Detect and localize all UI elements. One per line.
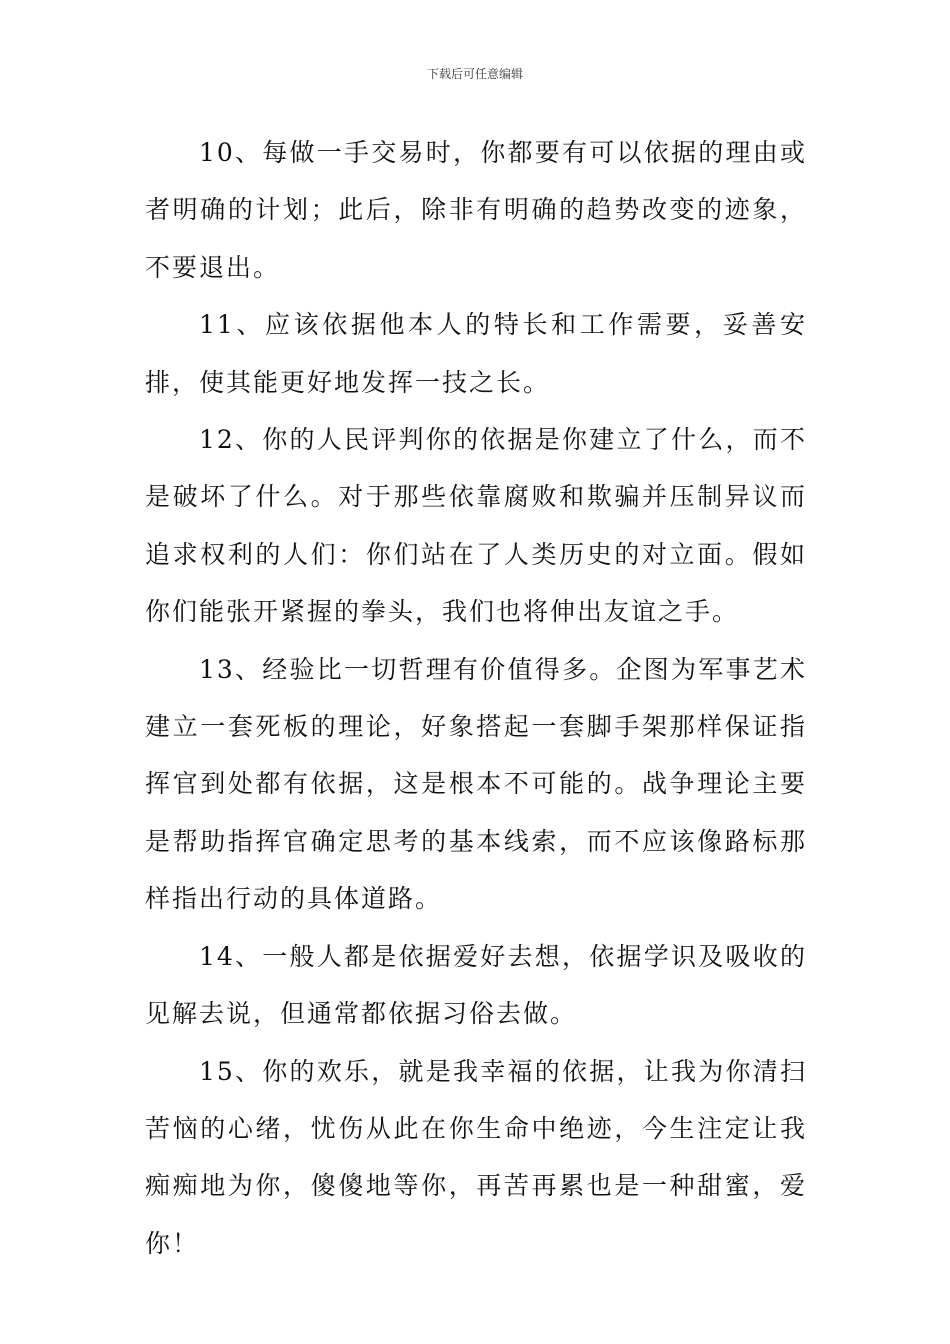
paragraph-13: 13、经验比一切哲理有价值得多。企图为军事艺术建立一套死板的理论，好象搭起一套脚手架那样保证指挥官到处都有依据，这是根本不可能的。战争理论主要是帮助指挥官确定思考的基本线索，而不应该像路标那样指出行动的具体道路。 [145, 654, 807, 914]
paragraph-14: 14、一般人都是依据爱好去想，依据学识及吸收的见解去说，但通常都依据习俗去做。 [145, 941, 807, 1029]
paragraph-10: 10、每做一手交易时，你都要有可以依据的理由或者明确的计划；此后，除非有明确的趋势改变的迹象，不要退出。 [145, 138, 807, 282]
paragraph-15: 15、你的欢乐，就是我幸福的依据，让我为你清扫苦恼的心绪，忧伤从此在你生命中绝迹，今生注定让我痴痴地为你，傻傻地等你，再苦再累也是一种甜蜜，爱你！ [145, 1056, 807, 1258]
page-header: 下载后可任意编辑 [426, 67, 523, 81]
paragraph-12: 12、你的人民评判你的依据是你建立了什么，而不是破坏了什么。对于那些依靠腐败和欺骗并压制异议而追求权利的人们：你们站在了人类历史的对立面。假如你们能张开紧握的拳头，我们也将伸出友谊之手。 [145, 425, 807, 627]
paragraph-11: 11、应该依据他本人的特长和工作需要，妥善安排，使其能更好地发挥一技之长。 [145, 310, 807, 397]
document-body [145, 124, 807, 1272]
